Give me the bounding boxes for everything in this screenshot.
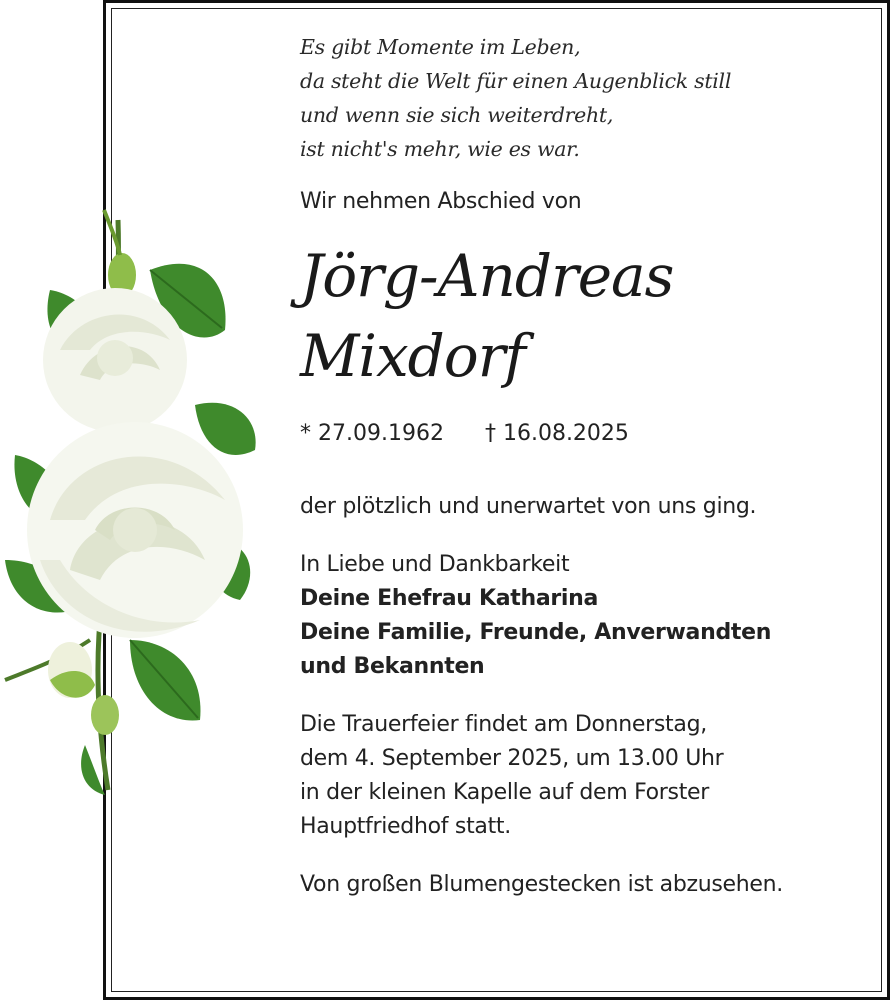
funeral-line: dem 4. September 2025, um 13.00 Uhr xyxy=(300,746,724,771)
passing-line: der plötzlich und unerwartet von uns ging. xyxy=(300,494,757,519)
mourners-intro: In Liebe und Dankbarkeit xyxy=(300,552,570,577)
funeral-line: Hauptfriedhof statt. xyxy=(300,814,511,839)
poem-line: ist nicht's mehr, wie es war. xyxy=(300,137,580,161)
deceased-last-name: Mixdorf xyxy=(300,322,525,390)
birth-date: * 27.09.1962 xyxy=(300,421,444,446)
farewell-lead: Wir nehmen Abschied von xyxy=(300,189,582,214)
mourner-line: Deine Familie, Freunde, Anverwandten xyxy=(300,620,772,645)
poem-line: und wenn sie sich weiterdreht, xyxy=(300,103,614,127)
closing-note: Von großen Blumengestecken ist abzusehen. xyxy=(300,872,784,897)
life-dates xyxy=(300,418,860,450)
mourners-block xyxy=(300,548,860,684)
funeral-info xyxy=(300,708,860,844)
poem-line: da steht die Welt für einen Augenblick still xyxy=(300,69,732,93)
funeral-line: in der kleinen Kapelle auf dem Forster xyxy=(300,780,710,805)
mourner-line: Deine Ehefrau Katharina xyxy=(300,586,599,611)
obituary-content xyxy=(300,30,860,902)
poem xyxy=(300,30,860,166)
funeral-line: Die Trauerfeier findet am Donnerstag, xyxy=(300,712,707,737)
death-date: † 16.08.2025 xyxy=(484,421,629,446)
deceased-first-name: Jörg-Andreas xyxy=(300,242,674,310)
mourner-line: und Bekannten xyxy=(300,654,485,679)
poem-line: Es gibt Momente im Leben, xyxy=(300,35,581,59)
white-roses-image xyxy=(0,200,270,800)
deceased-name xyxy=(300,236,860,396)
